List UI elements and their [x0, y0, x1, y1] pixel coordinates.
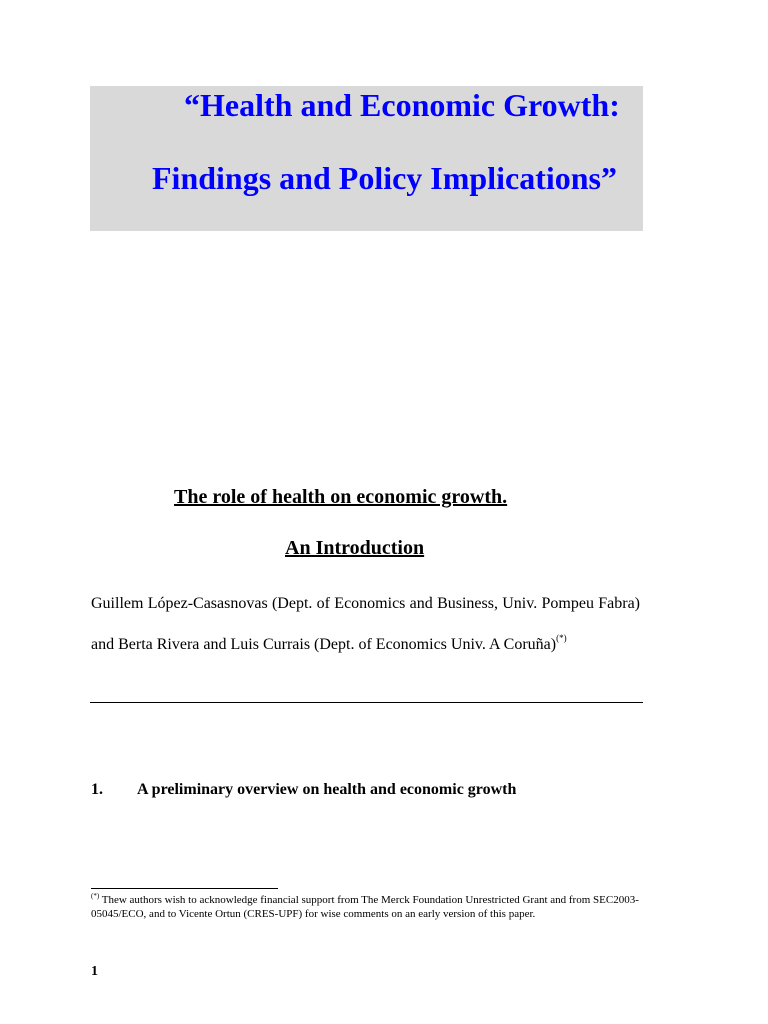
page-number: 1 — [91, 964, 98, 979]
paper-subheading: An Introduction — [285, 537, 425, 559]
document-title-line-1: “Health and Economic Growth: — [184, 87, 620, 123]
authors-text: Guillem López-Casasnovas (Dept. of Economics and Business, Univ. Pompeu Fabra) and Berta Rivera and Luis Currais (Dept. of Economics Univ. A Coruña) — [91, 595, 640, 653]
section-title: A preliminary overview on health and economic growth — [137, 781, 517, 798]
author-affiliations — [91, 583, 640, 665]
document-title-line-2: Findings and Policy Implications” — [152, 160, 617, 196]
paper-heading: The role of health on economic growth. — [174, 486, 508, 508]
separator-rule — [90, 702, 643, 703]
footnote-rule — [91, 888, 278, 889]
footnote-marker: (*) — [91, 892, 100, 900]
section-number: 1. — [91, 781, 103, 798]
footnote-text: Thew authors wish to acknowledge financial support from The Merck Foundation Unrestricted Grant and from SEC2003-05045/ECO, and to Vicente Ortun (CRES-UPF) for wise comments on an early version of this paper. — [91, 894, 639, 920]
footnote — [91, 893, 659, 921]
footnote-reference: (*) — [556, 633, 567, 643]
